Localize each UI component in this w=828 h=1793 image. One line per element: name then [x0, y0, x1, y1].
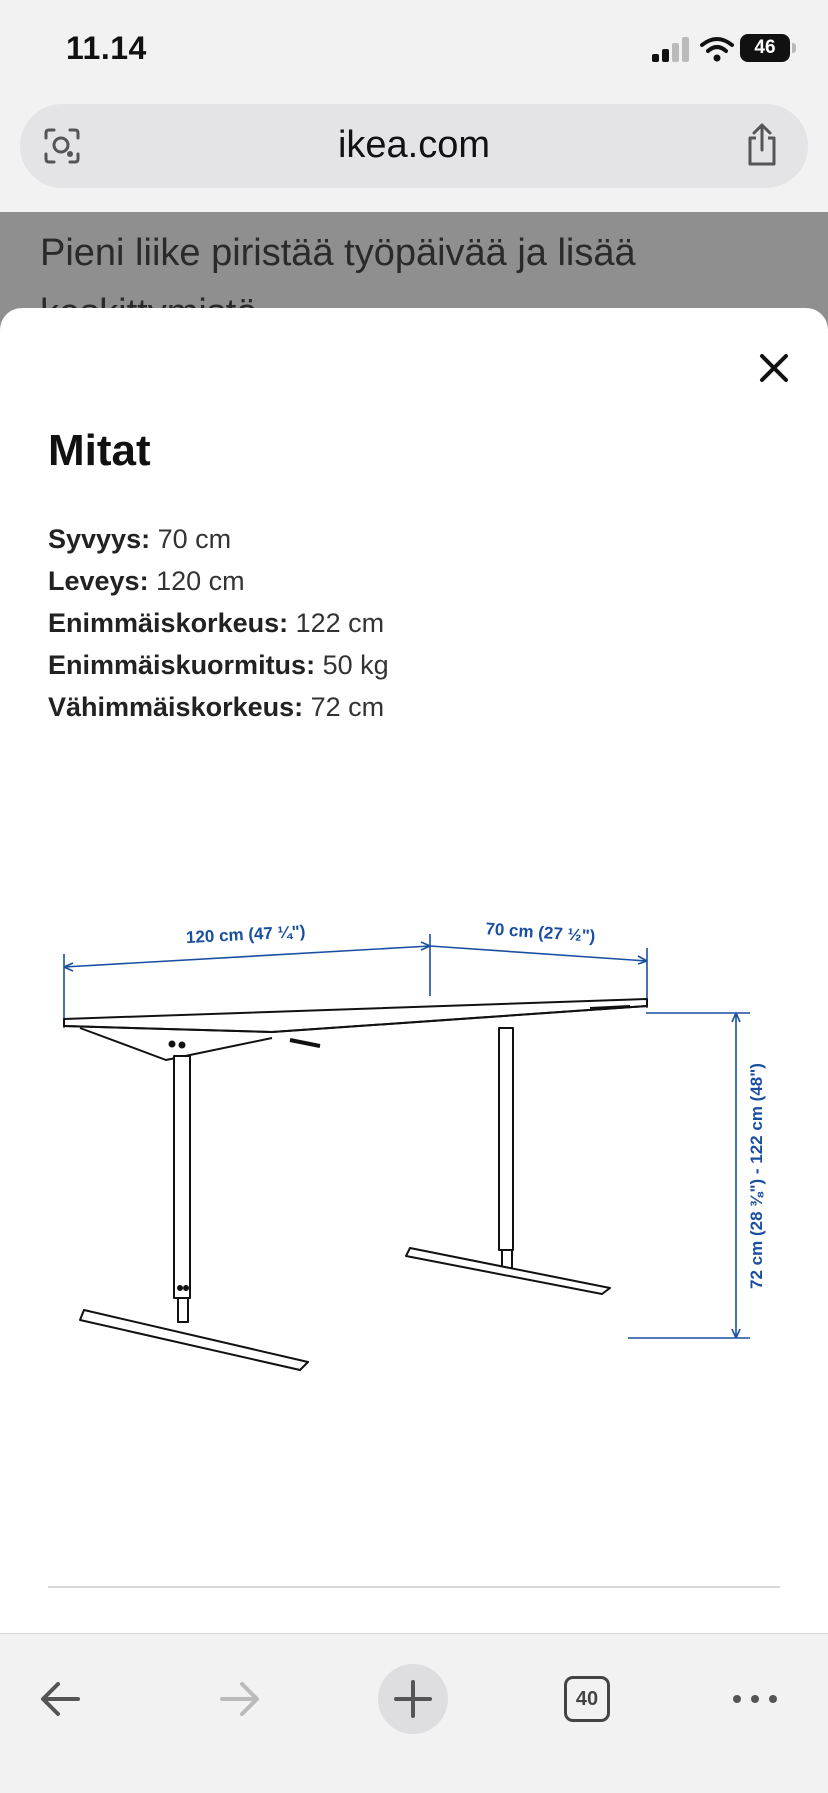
status-time: 11.14	[66, 30, 147, 66]
desk-drawing	[64, 999, 647, 1370]
share-icon[interactable]	[742, 122, 782, 168]
divider	[48, 1586, 780, 1588]
close-icon[interactable]	[754, 348, 794, 388]
new-tab-plus-icon[interactable]	[378, 1664, 448, 1734]
spec-value: 122 cm	[295, 608, 385, 638]
url-text[interactable]: ikea.com	[337, 124, 491, 166]
cellular-signal-icon	[652, 36, 692, 62]
status-bar	[0, 0, 828, 100]
battery-icon	[740, 34, 790, 62]
spec-value: 72 cm	[310, 692, 385, 722]
spec-list	[48, 518, 389, 728]
spec-value: 50 kg	[322, 650, 389, 680]
background-page-text: Pieni liike piristää työpäivää ja lisää	[40, 232, 636, 274]
spec-max-load	[48, 644, 389, 686]
battery-level: 46	[754, 37, 776, 58]
back-arrow-icon[interactable]	[28, 1664, 98, 1734]
spec-max-height	[48, 602, 389, 644]
spec-value: 70 cm	[157, 524, 232, 554]
spec-width	[48, 560, 389, 602]
wifi-icon	[700, 36, 734, 62]
spec-depth	[48, 518, 389, 560]
tabs-count[interactable]: 40	[564, 1676, 610, 1722]
dimensions-sheet	[0, 308, 828, 1633]
dimension-height-label: 72 cm (28 ⅜") - 122 cm (48")	[747, 1063, 766, 1289]
spec-value: 120 cm	[156, 566, 245, 596]
dimension-width-label: 120 cm (47 ¼")	[185, 921, 306, 948]
sheet-title: Mitat	[48, 426, 151, 475]
spec-label: Vähimmäiskorkeus:	[48, 692, 304, 722]
spec-label: Enimmäiskorkeus:	[48, 608, 289, 638]
desk-dimension-diagram	[50, 868, 780, 1388]
spec-label: Syvyys:	[48, 524, 151, 554]
address-bar[interactable]	[20, 104, 808, 188]
more-options-icon[interactable]	[720, 1664, 790, 1734]
dimension-depth-label: 70 cm (27 ½")	[484, 919, 596, 946]
browser-toolbar	[0, 1633, 828, 1793]
spec-label: Leveys:	[48, 566, 149, 596]
forward-arrow-icon[interactable]	[202, 1664, 272, 1734]
spec-label: Enimmäiskuormitus:	[48, 650, 316, 680]
tab-switcher-button[interactable]	[552, 1664, 622, 1734]
spec-min-height	[48, 686, 389, 728]
